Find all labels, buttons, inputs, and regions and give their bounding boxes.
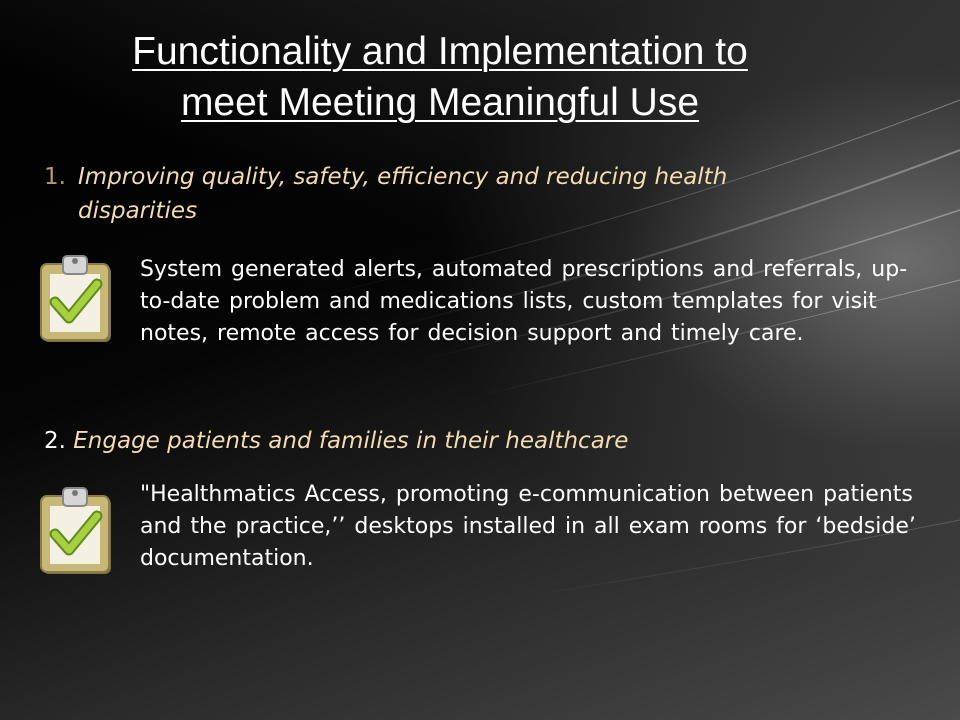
clipboard-check-icon <box>37 482 117 578</box>
section-1-number: 1. <box>44 164 66 190</box>
slide-title-line-2: meet Meeting Meaningful Use <box>180 81 700 124</box>
slide-title <box>0 26 880 128</box>
slide-title-line-1: Functionality and Implementation to <box>132 30 748 73</box>
section-2-number: 2. <box>44 428 66 454</box>
section-1-heading-line-1: Improving quality, safety, efficiency and reducing health <box>78 164 728 190</box>
section-1-heading-line-2: disparities <box>78 198 198 224</box>
section-2-heading-text: Engage patients and families in their healthcare <box>73 428 629 454</box>
clipboard-check-icon <box>37 250 117 346</box>
section-2-body: "Healthmatics Access, promoting e-communication between patients and the practice,’’ desktops installed in all exam rooms for ‘bedside’ documentation. <box>140 482 916 571</box>
section-2-heading <box>44 424 844 458</box>
section-1-body: System generated alerts, automated prescriptions and referrals, up-to-date problem and medications lists, custom templates for visit notes, remote access for decision support and timely care. <box>140 257 908 346</box>
section-1-heading <box>44 160 844 228</box>
